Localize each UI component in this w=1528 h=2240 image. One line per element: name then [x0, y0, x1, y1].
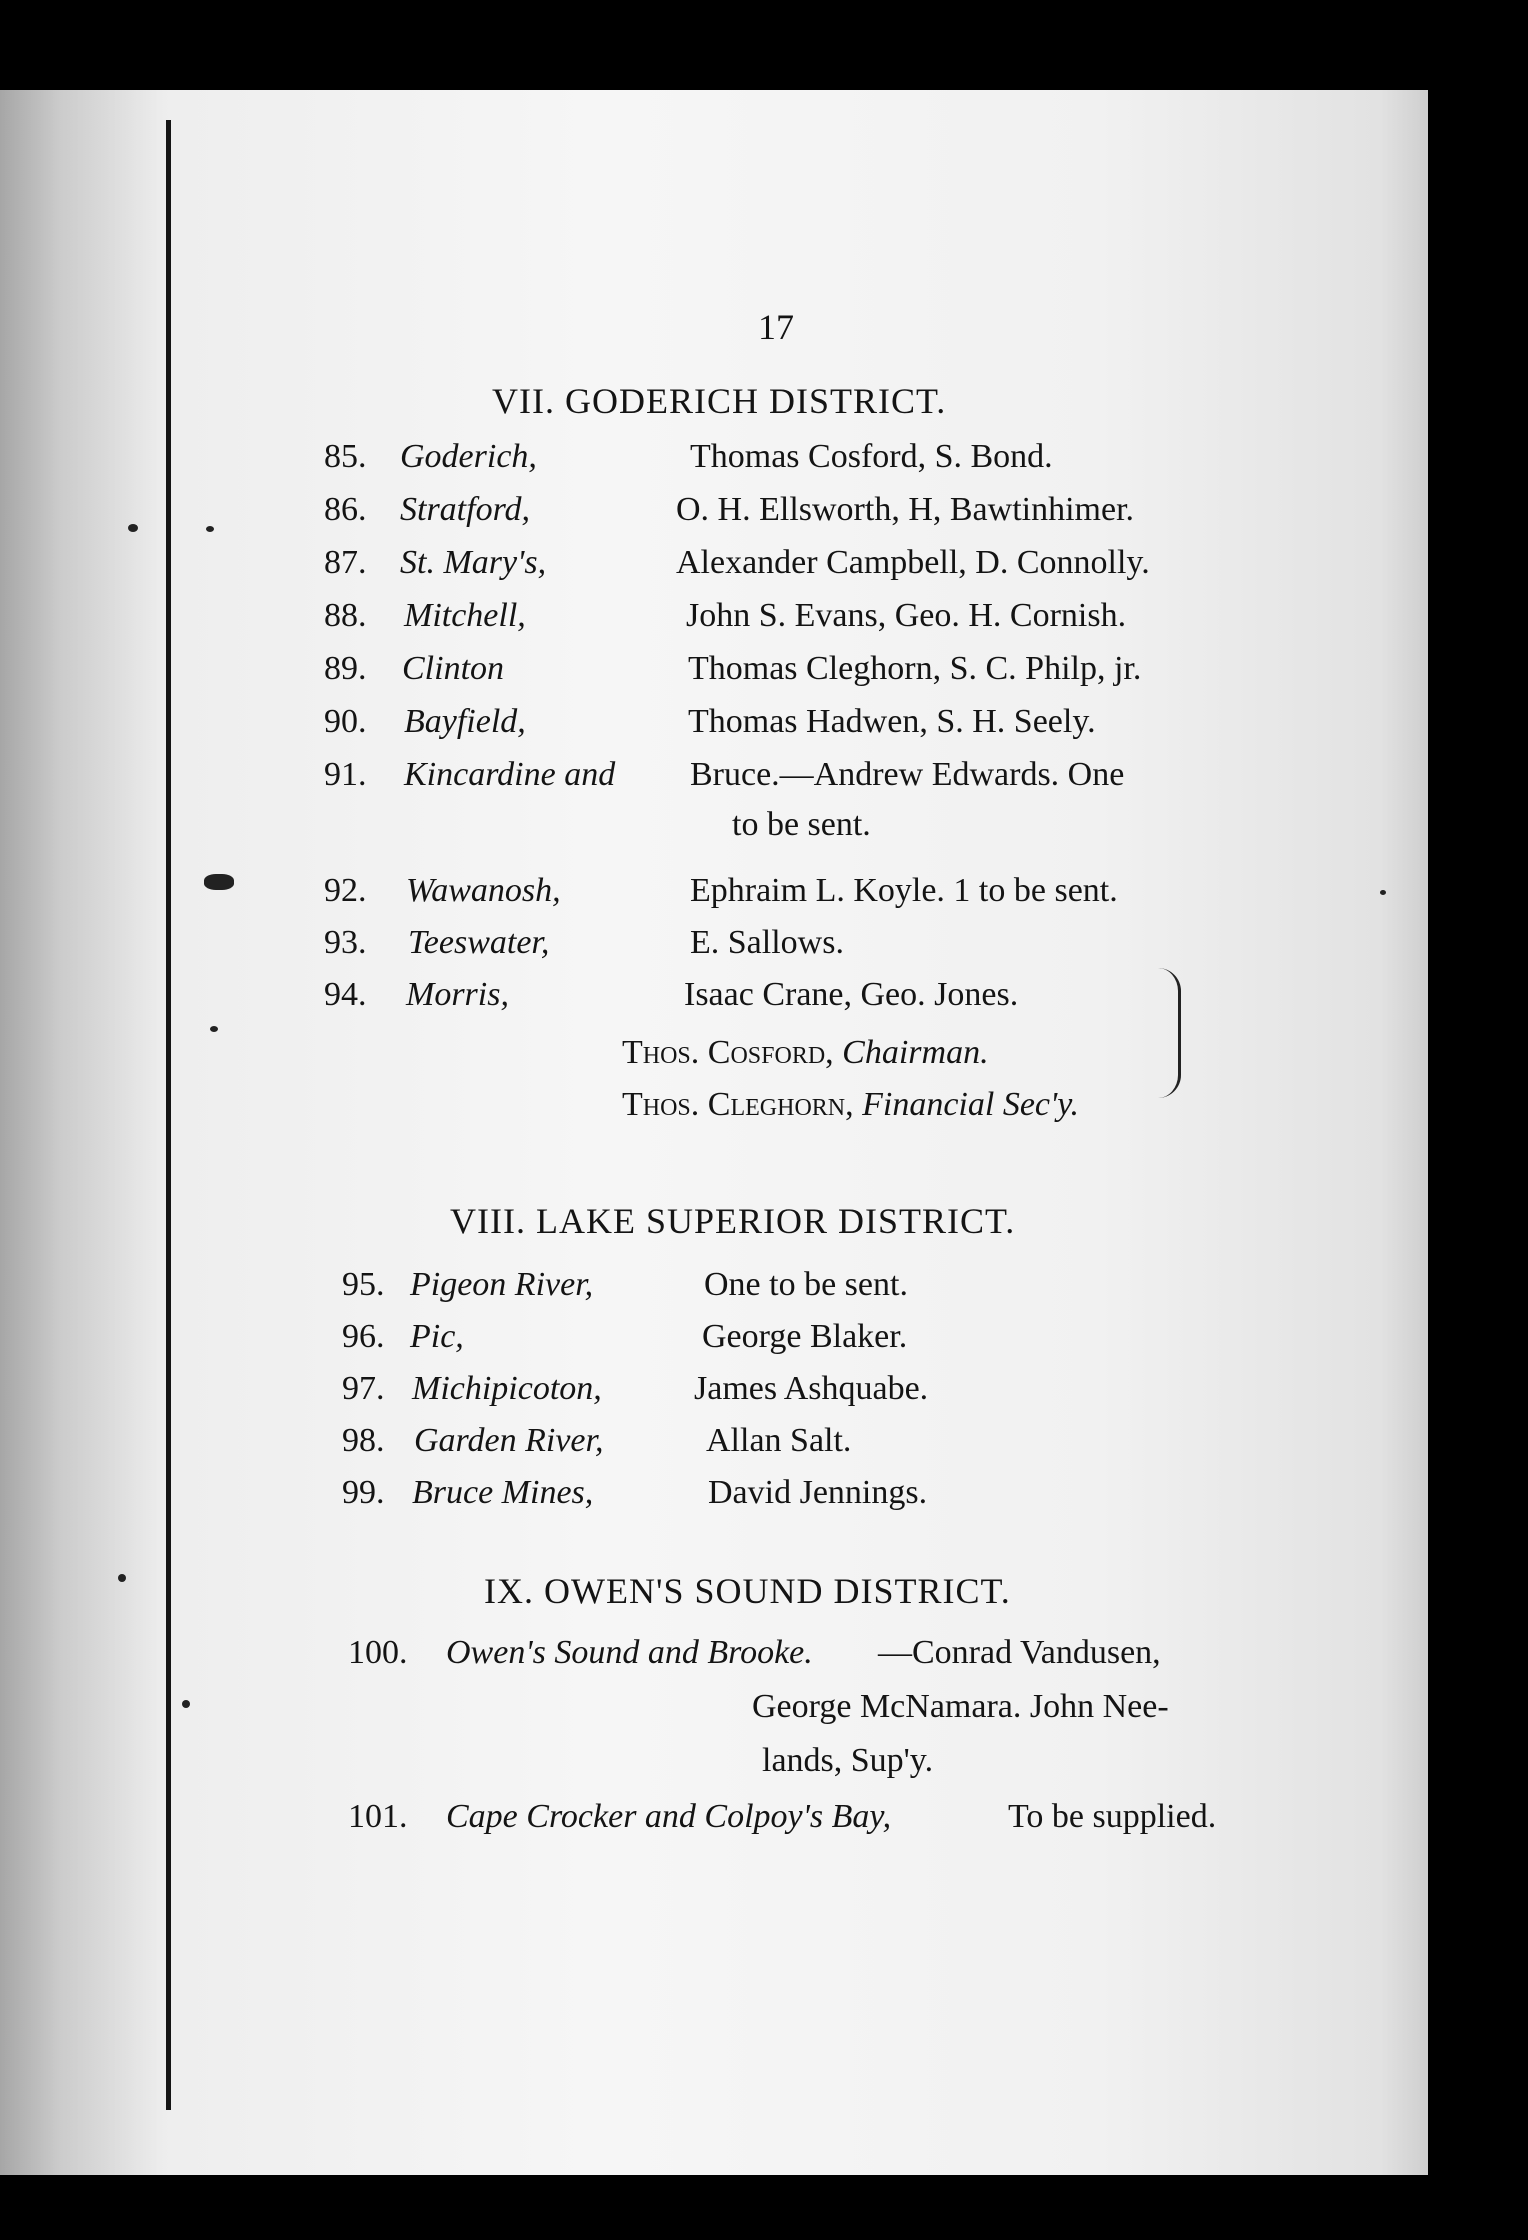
entry-names: James Ashquabe. — [694, 1370, 929, 1407]
signatory-name: Thos. Cosford, — [622, 1034, 834, 1071]
signature-chairman — [622, 1034, 989, 1072]
entry-number: 88. — [324, 597, 367, 634]
entry-names: —Conrad Vandusen, — [878, 1634, 1161, 1671]
entry-number: 94. — [324, 976, 367, 1013]
ink-speck — [210, 1026, 218, 1032]
entry-names-continuation: lands, Sup'y. — [762, 1742, 934, 1779]
signatory-title: Chairman. — [842, 1034, 989, 1071]
ink-speck — [118, 1574, 126, 1582]
entry-names: Thomas Hadwen, S. H. Seely. — [688, 703, 1096, 740]
brace-mark — [1158, 968, 1181, 1098]
entry-number: 89. — [324, 650, 367, 687]
book-page — [0, 90, 1428, 2175]
entry-number: 92. — [324, 872, 367, 909]
entry-names: Thomas Cleghorn, S. C. Philp, jr. — [688, 650, 1142, 687]
entry-number: 95. — [342, 1266, 385, 1303]
entry-place: Michipicoton, — [412, 1370, 602, 1407]
entry-names: Alexander Campbell, D. Connolly. — [676, 544, 1150, 581]
entry-names: One to be sent. — [704, 1266, 908, 1303]
entry-names: O. H. Ellsworth, H, Bawtinhimer. — [676, 491, 1135, 528]
entry-place: Kincardine and — [404, 756, 616, 793]
signatory-name: Thos. Cleghorn, — [622, 1086, 854, 1123]
section-heading-owens-sound: IX. OWEN'S SOUND DISTRICT. — [484, 1571, 1011, 1611]
entry-names: Bruce.—Andrew Edwards. One — [690, 756, 1125, 793]
entry-names-continuation: to be sent. — [732, 806, 871, 843]
entry-place: Clinton — [402, 650, 505, 687]
entry-place: Bruce Mines, — [412, 1474, 594, 1511]
section-heading-goderich: VII. GODERICH DISTRICT. — [492, 381, 947, 421]
entry-place: Cape Crocker and Colpoy's Bay, — [446, 1798, 892, 1835]
entry-place: Wawanosh, — [406, 872, 561, 909]
section-heading-lake-superior: VIII. LAKE SUPERIOR DISTRICT. — [450, 1201, 1016, 1241]
entry-names-continuation: George McNamara. John Nee- — [752, 1688, 1169, 1725]
entry-names: Allan Salt. — [706, 1422, 852, 1459]
entry-names: John S. Evans, Geo. H. Cornish. — [686, 597, 1127, 634]
entry-place: Teeswater, — [408, 924, 550, 961]
entry-place: St. Mary's, — [400, 544, 547, 581]
signature-financial-secretary — [622, 1086, 1079, 1124]
page-number: 17 — [758, 307, 794, 347]
entry-number: 90. — [324, 703, 367, 740]
entry-number: 87. — [324, 544, 367, 581]
ink-speck — [128, 524, 138, 532]
ink-speck — [182, 1700, 190, 1708]
ink-speck — [206, 526, 214, 532]
binding-gutter-line — [166, 120, 171, 2110]
entry-number: 91. — [324, 756, 367, 793]
entry-names: George Blaker. — [702, 1318, 908, 1355]
entry-number: 99. — [342, 1474, 385, 1511]
entry-names: To be supplied. — [1008, 1798, 1217, 1835]
entry-place: Goderich, — [400, 438, 537, 475]
ink-speck — [1380, 890, 1386, 895]
ink-blot — [204, 874, 234, 890]
entry-names: David Jennings. — [708, 1474, 928, 1511]
entry-number: 86. — [324, 491, 367, 528]
entry-number: 101. — [348, 1798, 408, 1835]
spine-shadow — [0, 90, 160, 2175]
entry-place: Pigeon River, — [410, 1266, 594, 1303]
entry-names: E. Sallows. — [690, 924, 844, 961]
entry-place: Morris, — [406, 976, 509, 1013]
entry-place: Garden River, — [414, 1422, 604, 1459]
entry-place: Mitchell, — [404, 597, 526, 634]
entry-number: 97. — [342, 1370, 385, 1407]
entry-place: Owen's Sound and Brooke. — [446, 1634, 813, 1671]
entry-place: Bayfield, — [404, 703, 526, 740]
entry-number: 96. — [342, 1318, 385, 1355]
entry-names: Thomas Cosford, S. Bond. — [690, 438, 1053, 475]
entry-number: 93. — [324, 924, 367, 961]
entry-place: Stratford, — [400, 491, 531, 528]
entry-number: 100. — [348, 1634, 408, 1671]
entry-names: Ephraim L. Koyle. 1 to be sent. — [690, 872, 1118, 909]
signatory-title: Financial Sec'y. — [862, 1086, 1079, 1123]
entry-place: Pic, — [410, 1318, 464, 1355]
entry-number: 98. — [342, 1422, 385, 1459]
entry-number: 85. — [324, 438, 367, 475]
entry-names: Isaac Crane, Geo. Jones. — [684, 976, 1019, 1013]
